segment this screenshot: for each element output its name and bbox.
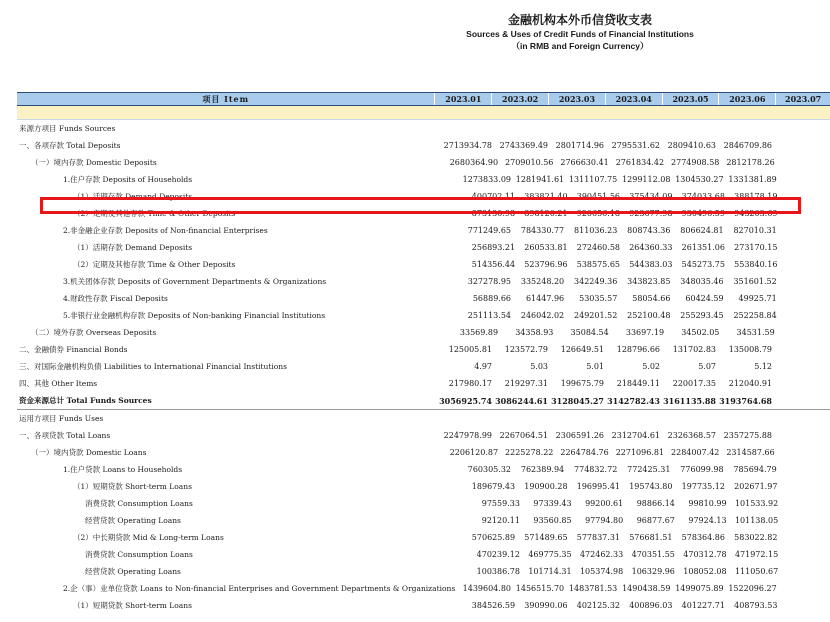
cell-value: 251113.54 xyxy=(467,311,511,320)
table-row xyxy=(17,341,830,358)
cell-value: 3193764.68 xyxy=(719,395,772,406)
cell-value: 943203.69 xyxy=(734,209,778,218)
cell-value: 218449.11 xyxy=(616,379,660,388)
header-band xyxy=(17,106,830,120)
cell-value: 273170.15 xyxy=(734,243,778,252)
cell-value: 97794.80 xyxy=(585,516,624,525)
cell-value: 2766630.41 xyxy=(560,158,609,167)
cell-value: 125005.81 xyxy=(448,345,492,354)
header-month: 2023.04 xyxy=(606,93,663,105)
cell-value: 469775.35 xyxy=(528,550,572,559)
cell-value: 33569.89 xyxy=(459,328,499,337)
cell-value: 578364.86 xyxy=(681,533,725,542)
cell-value: 105374.98 xyxy=(579,567,624,576)
cell-value: 774832.72 xyxy=(574,465,618,474)
table-row xyxy=(17,427,830,444)
cell-value: 2306591.26 xyxy=(555,431,604,440)
cell-value: 1439604.80 xyxy=(462,584,511,593)
cell-value: 101533.92 xyxy=(734,499,779,508)
cell-value: 873130.98 xyxy=(471,209,516,218)
cell-value: 784330.77 xyxy=(520,226,565,235)
cell-value: 252100.48 xyxy=(627,311,671,320)
cell-value: 514356.44 xyxy=(471,260,516,269)
cell-value: 135008.79 xyxy=(728,345,772,354)
row-label: 消费贷款 Consumption Loans xyxy=(85,499,193,508)
cell-value: 219297.31 xyxy=(504,379,548,388)
cell-value: 101714.31 xyxy=(528,567,572,576)
table-row xyxy=(17,461,830,478)
row-label: （1）短期贷款 Short-term Loans xyxy=(73,601,192,610)
cell-value: 264360.33 xyxy=(629,243,673,252)
cell-value: 1499075.89 xyxy=(675,584,724,593)
cell-value: 60424.59 xyxy=(685,294,724,303)
cell-value: 1490438.59 xyxy=(622,584,671,593)
row-label: 来源方项目 Funds Sources xyxy=(19,124,116,133)
cell-value: 1483781.53 xyxy=(568,584,618,593)
cell-value: 408793.53 xyxy=(734,601,778,610)
cell-value: 827010.31 xyxy=(733,226,777,235)
cell-value: 217980.17 xyxy=(448,379,492,388)
cell-value: 771249.65 xyxy=(467,226,511,235)
cell-value: 2709010.56 xyxy=(505,158,554,167)
cell-value: 58054.66 xyxy=(632,294,671,303)
table-row xyxy=(17,171,830,188)
cell-value: 1456515.70 xyxy=(515,584,565,593)
cell-value: 571489.65 xyxy=(524,533,568,542)
cell-value: 1331381.89 xyxy=(728,175,777,184)
cell-value: 5.07 xyxy=(698,362,716,371)
row-label: 运用方项目 Funds Uses xyxy=(19,414,104,423)
row-label: 四、其他 Other Items xyxy=(19,379,98,388)
table-row xyxy=(17,597,830,614)
table-row xyxy=(17,222,830,239)
cell-value: 920656.18 xyxy=(576,209,620,218)
table-row xyxy=(17,256,830,273)
row-label: （一）境内贷款 Domestic Loans xyxy=(31,448,147,457)
cell-value: 538575.65 xyxy=(576,260,620,269)
cell-value: 923677.98 xyxy=(629,209,673,218)
cell-value: 35084.54 xyxy=(570,328,609,337)
cell-value: 375434.09 xyxy=(629,192,673,201)
cell-value: 1522096.27 xyxy=(728,584,777,593)
table-row xyxy=(17,307,830,324)
cell-value: 189679.43 xyxy=(471,482,516,491)
cell-value: 261351.06 xyxy=(681,243,725,252)
cell-value: 49925.71 xyxy=(738,294,777,303)
cell-value: 523796.96 xyxy=(524,260,568,269)
cell-value: 348035.46 xyxy=(680,277,724,286)
cell-value: 98866.14 xyxy=(636,499,675,508)
table-row xyxy=(17,410,830,427)
title-cn: 金融机构本外币信贷收支表 xyxy=(507,13,652,27)
cell-value: 97559.33 xyxy=(481,499,520,508)
cell-value: 34358.93 xyxy=(515,328,554,337)
cell-value: 351601.52 xyxy=(733,277,777,286)
row-label: 5.非银行业金融机构存款 Deposits of Non-banking Financial Institutions xyxy=(63,311,326,320)
table-row xyxy=(17,188,830,205)
cell-value: 401227.71 xyxy=(681,601,725,610)
cell-value: 2801714.96 xyxy=(555,141,604,150)
cell-value: 34531.59 xyxy=(736,328,775,337)
cell-value: 772425.31 xyxy=(627,465,671,474)
cell-value: 126649.51 xyxy=(560,345,604,354)
row-label: （一）境内存款 Domestic Deposits xyxy=(31,158,157,167)
row-label: 一、各项贷款 Total Loans xyxy=(19,431,111,440)
cell-value: 898120.21 xyxy=(524,209,568,218)
cell-value: 56889.66 xyxy=(472,294,511,303)
title-en-sub: （in RMB and Foreign Currency） xyxy=(511,41,649,51)
row-label: （1）活期存款 Demand Deposits xyxy=(73,243,193,252)
cell-value: 195743.80 xyxy=(629,482,673,491)
cell-value: 260533.81 xyxy=(524,243,568,252)
cell-value: 3056925.74 xyxy=(439,395,492,406)
table-row xyxy=(17,137,830,154)
row-label: 3.机关团体存款 Deposits of Government Departments & Organizations xyxy=(63,277,327,286)
title-en: Sources & Uses of Credit Funds of Financial Institutions xyxy=(466,29,694,39)
cell-value: 374033.68 xyxy=(681,192,725,201)
cell-value: 2247978.99 xyxy=(443,431,492,440)
row-label: （1）短期贷款 Short-term Loans xyxy=(73,482,192,491)
cell-value: 471972.15 xyxy=(734,550,779,559)
cell-value: 930496.59 xyxy=(681,209,725,218)
row-label: 资金来源总计 Total Funds Sources xyxy=(19,396,152,405)
header-month: 2023.05 xyxy=(663,93,720,105)
cell-value: 131702.83 xyxy=(672,345,716,354)
cell-value: 472462.33 xyxy=(579,550,624,559)
cell-value: 544383.03 xyxy=(629,260,673,269)
cell-value: 199675.79 xyxy=(560,379,604,388)
cell-value: 2312704.61 xyxy=(611,431,660,440)
cell-value: 2225278.22 xyxy=(505,448,554,457)
cell-value: 2713934.78 xyxy=(443,141,492,150)
cell-value: 3161135.88 xyxy=(663,395,716,406)
table-row xyxy=(17,512,830,529)
cell-value: 402125.32 xyxy=(576,601,620,610)
cell-value: 190900.28 xyxy=(524,482,568,491)
cell-value: 342249.36 xyxy=(574,277,618,286)
cell-value: 776099.98 xyxy=(680,465,724,474)
cell-value: 96877.67 xyxy=(636,516,675,525)
row-label: 一、各项存款 Total Deposits xyxy=(19,141,121,150)
row-label: （2）定期及其他存款 Time & Other Deposits xyxy=(73,209,236,218)
cell-value: 785694.79 xyxy=(733,465,777,474)
cell-value: 128796.66 xyxy=(616,345,660,354)
cell-value: 249201.52 xyxy=(574,311,618,320)
row-label: 经营贷款 Operating Loans xyxy=(85,567,181,576)
cell-value: 2284007.42 xyxy=(671,448,720,457)
cell-value: 93560.85 xyxy=(533,516,572,525)
cell-value: 2326368.57 xyxy=(667,431,716,440)
table-row xyxy=(17,580,830,597)
cell-value: 553840.16 xyxy=(734,260,778,269)
cell-value: 220017.35 xyxy=(672,379,716,388)
cell-value: 97339.43 xyxy=(533,499,572,508)
cell-value: 384526.59 xyxy=(471,601,516,610)
cell-value: 246042.02 xyxy=(520,311,565,320)
table-row xyxy=(17,478,830,495)
table-row xyxy=(17,239,830,256)
cell-value: 255293.45 xyxy=(680,311,724,320)
cell-value: 252258.84 xyxy=(733,311,777,320)
cell-value: 2314587.66 xyxy=(726,448,775,457)
cell-value: 2680364.90 xyxy=(449,158,499,167)
row-label: 2.非金融企业存款 Deposits of Non-financial Enterprises xyxy=(63,226,268,235)
table-row xyxy=(17,546,830,563)
table-row xyxy=(17,324,830,341)
cell-value: 2795531.62 xyxy=(611,141,660,150)
cell-value: 1304530.27 xyxy=(675,175,724,184)
cell-value: 570625.89 xyxy=(471,533,516,542)
table-row xyxy=(17,358,830,375)
cell-value: 5.03 xyxy=(530,362,548,371)
table-row xyxy=(17,273,830,290)
cell-value: 61447.96 xyxy=(525,294,565,303)
table-row xyxy=(17,290,830,307)
cell-value: 760305.32 xyxy=(467,465,511,474)
row-label: 2.企（事）业单位贷款 Loans to Non-financial Enterprises and Government Departments & Organizations xyxy=(63,584,456,593)
cell-value: 762389.94 xyxy=(520,465,565,474)
header-month: 2023.07 xyxy=(785,94,822,104)
cell-value: 53035.57 xyxy=(579,294,618,303)
table-header xyxy=(17,92,830,106)
cell-value: 3128045.27 xyxy=(551,395,604,406)
cell-value: 390451.56 xyxy=(576,192,620,201)
header-month: 2023.06 xyxy=(719,93,776,105)
cell-value: 2812178.26 xyxy=(726,158,775,167)
cell-value: 2774908.58 xyxy=(671,158,720,167)
row-label: 1.住户存款 Deposits of Households xyxy=(63,175,193,184)
cell-value: 5.01 xyxy=(586,362,604,371)
cell-value: 106329.96 xyxy=(631,567,675,576)
table-row xyxy=(17,563,830,580)
cell-value: 1273833.09 xyxy=(462,175,511,184)
cell-value: 343823.85 xyxy=(627,277,671,286)
cell-value: 583022.82 xyxy=(734,533,778,542)
cell-value: 2271096.81 xyxy=(615,448,665,457)
cell-value: 99200.61 xyxy=(585,499,624,508)
cell-value: 577837.31 xyxy=(576,533,620,542)
cell-value: 100386.78 xyxy=(476,567,520,576)
cell-value: 1281941.61 xyxy=(515,175,565,184)
cell-value: 97924.13 xyxy=(688,516,727,525)
cell-value: 108052.08 xyxy=(683,567,727,576)
cell-value: 5.02 xyxy=(642,362,660,371)
row-label: 经营贷款 Operating Loans xyxy=(85,516,181,525)
cell-value: 388178.19 xyxy=(734,192,778,201)
row-label: （2）中长期贷款 Mid & Long-term Loans xyxy=(73,533,224,542)
cell-value: 34502.05 xyxy=(681,328,720,337)
cell-value: 2761834.42 xyxy=(615,158,665,167)
table-body xyxy=(17,120,830,614)
cell-value: 327278.95 xyxy=(467,277,511,286)
row-label: 二、金融债券 Financial Bonds xyxy=(19,345,128,354)
row-label: （2）定期及其他存款 Time & Other Deposits xyxy=(73,260,236,269)
cell-value: 101138.05 xyxy=(734,516,779,525)
cell-value: 806624.81 xyxy=(680,226,724,235)
cell-value: 400702.11 xyxy=(471,192,516,201)
cell-value: 545273.75 xyxy=(681,260,725,269)
cell-value: 2357275.88 xyxy=(723,431,772,440)
row-label: （二）境外存款 Overseas Deposits xyxy=(31,328,157,337)
cell-value: 3142782.43 xyxy=(607,395,660,406)
header-month: 2023.03 xyxy=(549,93,606,105)
cell-value: 335248.20 xyxy=(520,277,565,286)
table-row xyxy=(17,392,830,410)
cell-value: 202671.97 xyxy=(734,482,778,491)
cell-value: 197735.12 xyxy=(681,482,725,491)
cell-value: 2809410.63 xyxy=(667,141,716,150)
table-row xyxy=(17,205,830,222)
header-month: 2023.01 xyxy=(435,93,492,105)
table-row xyxy=(17,154,830,171)
cell-value: 470312.78 xyxy=(683,550,727,559)
cell-value: 123572.79 xyxy=(504,345,548,354)
cell-value: 2267064.51 xyxy=(499,431,548,440)
cell-value: 811036.23 xyxy=(574,226,618,235)
cell-value: 5.12 xyxy=(754,362,772,371)
cell-value: 92120.11 xyxy=(481,516,520,525)
cell-value: 808743.36 xyxy=(627,226,671,235)
cell-value: 111050.67 xyxy=(734,567,779,576)
cell-value: 212040.91 xyxy=(728,379,772,388)
cell-value: 256893.21 xyxy=(471,243,516,252)
cell-value: 383821.40 xyxy=(524,192,568,201)
row-label: 消费贷款 Consumption Loans xyxy=(85,550,193,559)
cell-value: 400896.03 xyxy=(629,601,673,610)
cell-value: 390990.06 xyxy=(524,601,568,610)
cell-value: 3086244.61 xyxy=(495,395,548,406)
cell-value: 470351.55 xyxy=(631,550,675,559)
cell-value: 576681.51 xyxy=(629,533,673,542)
header-item: 项目 Item xyxy=(17,93,435,105)
title-block xyxy=(430,12,730,52)
row-label: 4.财政性存款 Fiscal Deposits xyxy=(63,294,168,303)
cell-value: 272460.58 xyxy=(576,243,620,252)
header-month: 2023.02 xyxy=(492,93,549,105)
cell-value: 1311107.75 xyxy=(568,175,618,184)
row-label: 1.住户贷款 Loans to Households xyxy=(63,465,183,474)
cell-value: 470239.12 xyxy=(476,550,520,559)
cell-value: 1299112.08 xyxy=(622,175,671,184)
table-row xyxy=(17,444,830,461)
table-row xyxy=(17,495,830,512)
cell-value: 4.97 xyxy=(474,362,492,371)
cell-value: 2264784.76 xyxy=(560,448,609,457)
row-label: （1）活期存款 Demand Deposits xyxy=(73,192,193,201)
credit-funds-table xyxy=(17,92,830,614)
row-label: 三、对国际金融机构负债 Liabilities to International Financial Institutions xyxy=(19,362,287,371)
cell-value: 99810.99 xyxy=(688,499,727,508)
table-row xyxy=(17,529,830,546)
cell-value: 2206120.87 xyxy=(449,448,499,457)
cell-value: 196995.41 xyxy=(576,482,620,491)
cell-value: 2846709.86 xyxy=(723,141,772,150)
cell-value: 2743369.49 xyxy=(499,141,548,150)
table-row xyxy=(17,120,830,137)
cell-value: 33697.19 xyxy=(625,328,665,337)
table-row xyxy=(17,375,830,392)
